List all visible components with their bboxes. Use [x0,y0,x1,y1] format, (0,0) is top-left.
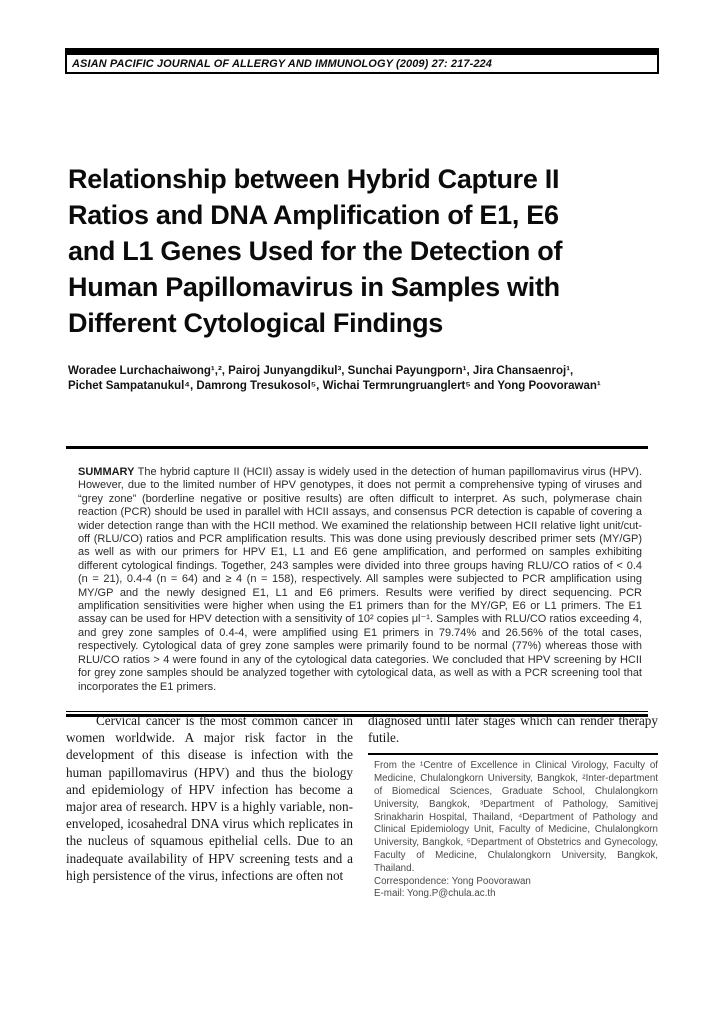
journal-header-box [65,55,659,74]
footnote-section [368,753,658,901]
right-column [368,712,658,901]
correspondence-line: Correspondence: Yong Poovorawan [374,875,531,887]
left-column [66,712,353,901]
journal-header-black-bar [65,48,659,55]
title-line: Human Papillomavirus in Samples with [68,272,560,302]
email-line: E-mail: Yong.P@chula.ac.th [374,888,496,900]
title-line: Different Cytological Findings [68,308,444,338]
title-line: and L1 Genes Used for the Detection of [68,236,563,266]
footnote-rule [368,753,658,755]
summary-text: The hybrid capture II (HCII) assay is widely used in the detection of human papillomavirus virus (HPV). However, due to the limited number of HPV genotypes, it does not permit a comprehensive typing of viruses and “grey zone” (borderline negative or positive results) are often difficult to interpret. As such, polymerase chain reaction (PCR) should be used in parallel with HCII assays, and consensus PCR detection is capable of covering a wider detection range than with the HCII method. We examined the relationship between HCII relative light unit/cut-off (RLU/CO) ratios and PCR amplification results. This was done using previously described primer sets (MY/GP) as well as with our primers for HPV E1, L1 and E6 gene amplification, and performed on samples exhibiting different cytological findings. Together, 243 samples were divided into three groups having RLU/CO ratios of < 0.4 (n = 21), 0.4-4 (n = 64) and ≥ 4 (n = 158), respectively. All samples were subjected to PCR amplification using MY/GP and the newly designed E1, L1 and E6 primers. Results were verified by direct sequencing. PCR amplification sensitivities were higher when using the E1 primers than for the MY/GP, E6 or L1 primers. The E1 assay can be used for HPV detection with a sensitivity of 10² copies μl⁻¹. Samples with RLU/CO ratios exceeding 4, and grey zone samples of 0.4-4, were amplified using E1 primers in 79.74% and 26.56% of the total cases, respectively. Cytological data of grey zone samples were primarily found to be normal (77%) whereas those with RLU/CO ratios > 4 were found in any of the cytological data categories. We concluded that HPV screening by HCII for grey zone samples should be analyzed together with cytological data, as well as with a PCR screening tool that incorporates the E1 primers. [78,466,642,693]
intro-paragraph-right: diagnosed until later stages which can render therapy futile. [368,713,658,746]
title-line: Ratios and DNA Amplification of E1, E6 [68,200,559,230]
summary-rule-top [66,446,648,449]
journal-header-text: ASIAN PACIFIC JOURNAL OF ALLERGY AND IMMUNOLOGY (2009) 27: 217-224 [72,57,492,70]
article-title [68,161,668,341]
authors-block [68,364,668,394]
authors-line: Woradee Lurchachaiwong¹,², Pairoj Junyangdikul³, Sunchai Payungporn¹, Jira Chansaenroj¹, [68,365,574,377]
authors-line: Pichet Sampatanukul⁴, Damrong Tresukosol⁵, Wichai Termrungruanglert⁵ and Yong Poovorawan¹ [68,380,601,392]
title-line: Relationship between Hybrid Capture II [68,164,560,194]
summary-section [66,446,648,717]
intro-paragraph-left: Cervical cancer is the most common cancer in women worldwide. A major risk factor in the development of this disease is infection with the human papillomavirus (HPV) and thus the biology and epidemiology of HPV infection has become a major area of research. HPV is a highly variable, non-enveloped, icosahedral DNA virus which replicates in the nucleus of squamous epithelial cells. Due to an inadequate availability of HPV screening tests and a high persistence of the virus, infections are often not [66,713,353,883]
journal-header [65,48,659,74]
summary-paragraph [66,460,648,700]
summary-label: SUMMARY [78,466,135,478]
affiliations-text: From the ¹Centre of Excellence in Clinical Virology, Faculty of Medicine, Chulalongkorn University, Bangkok, ²Inter-department of Biomedical Sciences, Graduate School, Chulalongkorn University, Bangkok, ³Department of Pathology, Samitivej Srinakharin Hospital, Thailand, ⁴Department of Pathology and Clinical Epidemiology Unit, Faculty of Medicine, Chulalongkorn University, Bangkok, ⁵Department of Obstetrics and Gynecology, Faculty of Medicine, Chulalongkorn University, Bangkok, Thailand. [374,760,658,874]
body-columns [66,712,658,901]
